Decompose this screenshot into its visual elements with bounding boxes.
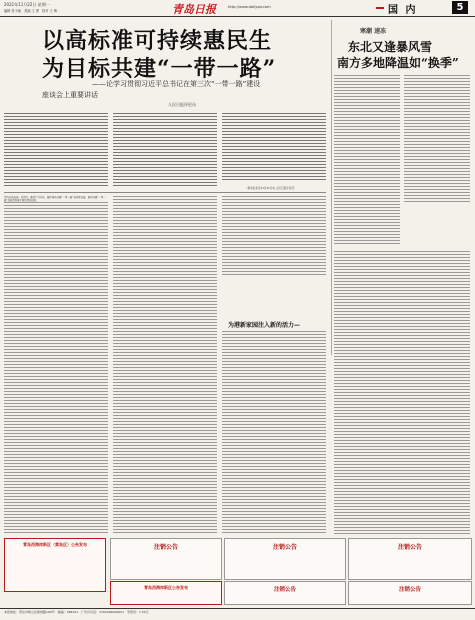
notice-2-title: 注销公告 (272, 544, 297, 551)
lead-body-col-3 (222, 195, 326, 275)
lead-intro-rule (4, 192, 326, 193)
ad-2-title: 青岛西海岸新区公告发布 (144, 585, 188, 590)
masthead-url: http://www.dailyqd.com (228, 5, 271, 9)
notice-2 (224, 538, 346, 580)
masthead-editor: 编辑 张小丽 美编 王 勇 校对 王 梅 (4, 9, 57, 13)
notice-1 (110, 538, 222, 580)
notice-4 (224, 581, 346, 605)
lead-intro-col-2 (113, 112, 217, 188)
masthead-date: 2021年11月22日 星期一 (4, 2, 50, 7)
notice-3 (348, 538, 472, 580)
lead-headline-1: 以高标准可持续惠民生 (42, 28, 273, 54)
lead-headline-2: 为目标共建“一带一路” (42, 56, 277, 82)
ad-block-2 (110, 581, 222, 605)
masthead (0, 0, 475, 16)
notice-4-title: 注销公告 (273, 587, 296, 593)
lead-body-col-2 (113, 195, 217, 535)
footer-text: 本报地址：青岛市崂山区株洲路190号 邮编：266101 广告许可证：3702004000001 零售价：1.50元 (4, 610, 149, 614)
footer-rule (0, 608, 475, 609)
masthead-rule (0, 16, 475, 17)
story3-body-col-1 (222, 330, 326, 535)
lead-deck-2: 座谈会上重要讲话 (42, 91, 98, 99)
story3-headline: 为港新家园注入新的活力— (228, 322, 301, 329)
lead-intro-col-1 (4, 112, 108, 188)
page-number: 5 (456, 2, 464, 13)
notice-5-title: 注销公告 (398, 587, 421, 593)
lead-lede-text: 坚持以高标准、可持续、惠民生为目标，继续推动共建“一带一路”高质量发展，推动共建“一带一路”高质量发展不断取得新成效。 (4, 196, 108, 202)
story2-headline-1: 东北又逢暴风雪 (348, 40, 433, 54)
lead-intro-block (4, 112, 326, 188)
ad-1-title: 青岛西海岸新区（黄岛区）公告发布 (23, 542, 87, 547)
column-divider (331, 20, 332, 355)
section-bar-left (376, 7, 384, 9)
notice-5 (348, 581, 472, 605)
story2-headline-2: 南方多地降温如“换季” (337, 56, 459, 70)
section-label (376, 1, 432, 14)
ad-block-1 (4, 538, 106, 592)
lead-deck: ——论学习贯彻习近平总书记在第三次“一带一路”建设 (92, 80, 261, 88)
story2-body-col-1 (334, 74, 400, 244)
lead-byline: 人民日报评论员 (168, 102, 196, 107)
notice-3-title: 注销公告 (397, 544, 422, 551)
lead-body-col-1 (4, 195, 108, 535)
lead-dateline: （新华社北京11月21日电 人民日报评论员） (245, 187, 297, 190)
section-name: 国 内 (388, 5, 418, 16)
page-number-badge (452, 1, 468, 14)
story2-body-col-2 (404, 74, 470, 204)
masthead-logo: 青岛日报 (172, 3, 216, 16)
story4-body (334, 250, 470, 535)
notice-1-title: 注销公告 (153, 544, 178, 551)
lead-intro-col-3 (222, 112, 326, 182)
story2-kicker: 寒潮 速冻 (360, 28, 387, 35)
